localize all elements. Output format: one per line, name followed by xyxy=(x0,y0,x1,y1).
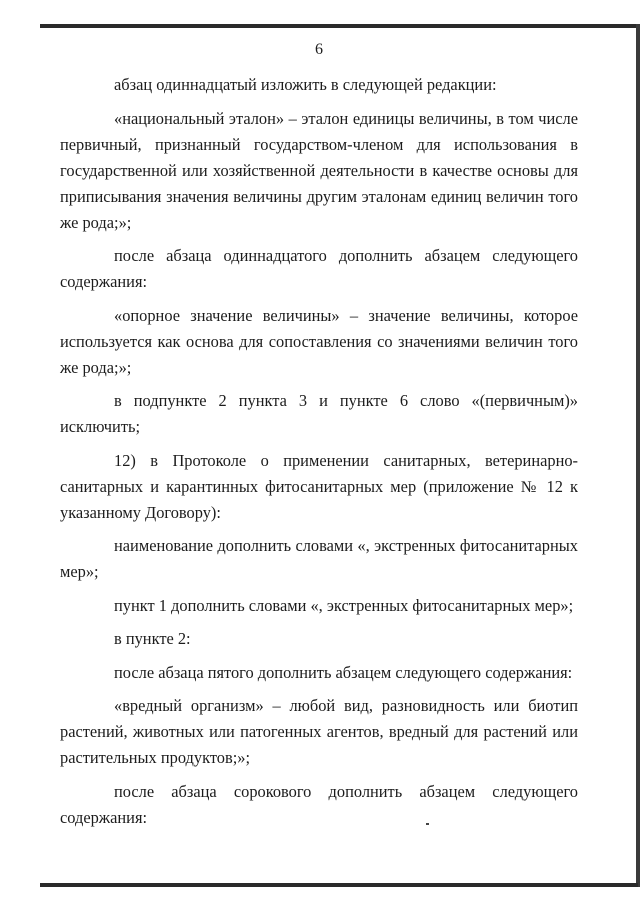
document-page xyxy=(60,40,578,838)
scan-speck xyxy=(426,823,429,825)
document-body xyxy=(60,72,578,831)
scan-border-right xyxy=(636,24,640,887)
paragraph: 12) в Протоколе о применении санитарных, ветеринарно-санитарных и карантинных фитосанитарных мер (приложение № 12 к указанному Договору): xyxy=(60,450,578,522)
paragraph: после абзаца пятого дополнить абзацем следующего содержания: xyxy=(114,662,573,682)
paragraph: в пункте 2: xyxy=(114,629,191,648)
paragraph: абзац одиннадцатый изложить в следующей редакции: xyxy=(114,75,497,94)
paragraph: пункт 1 дополнить словами «, экстренных фитосанитарных мер»; xyxy=(114,595,574,615)
paragraph: наименование дополнить словами «, экстренных фитосанитарных мер»; xyxy=(60,536,578,581)
paragraph: после абзаца одиннадцатого дополнить абзацем следующего содержания: xyxy=(60,246,578,291)
paragraph: в подпункте 2 пункта 3 и пункте 6 слово «(первичным)» исключить; xyxy=(60,391,578,436)
page-number: 6 xyxy=(315,41,323,58)
paragraph: «национальный эталон» – эталон единицы величины, в том числе первичный, признанный государством-членом для использования в государственной или хозяйственной деятельности в качестве основы для приписывания значения величины другим эталонам единиц величин того же рода;»; xyxy=(60,108,578,232)
paragraph: «опорное значение величины» – значение величины, которое используется как основа для сопоставления со значениями величин того же рода;»; xyxy=(60,305,578,377)
scan-border-top xyxy=(40,24,638,28)
paragraph: «вредный организм» – любой вид, разновидность или биотип растений, животных или патогенных агентов, вредный для растений или растительных продуктов;»; xyxy=(60,696,578,767)
scan-border-bottom xyxy=(40,883,638,887)
paragraph: после абзаца сорокового дополнить абзацем следующего содержания: xyxy=(60,781,578,827)
